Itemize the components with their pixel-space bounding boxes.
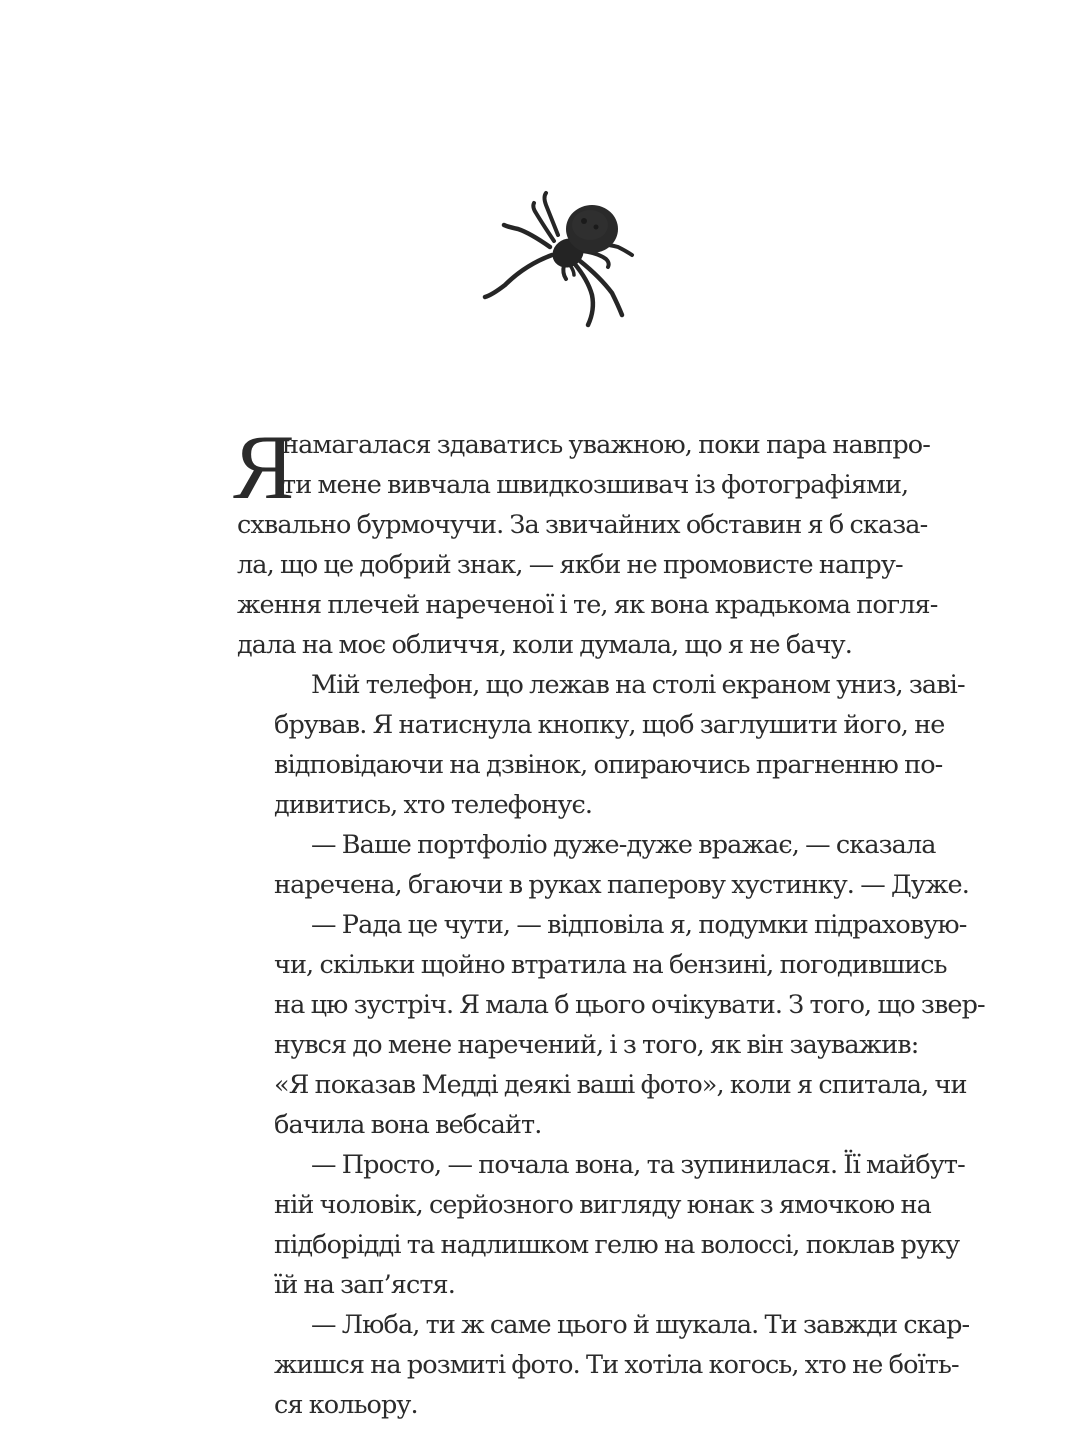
- text-line: ження плечей нареченої і те, як вона крадькома погля-: [237, 590, 938, 620]
- text-line: схвально бурмочучи. За звичайних обставин я б сказа-: [237, 510, 928, 540]
- text-line: ній чоловік, серйозного вигляду юнак з ямочкою на: [274, 1190, 931, 1220]
- paragraph-2: [237, 665, 965, 825]
- paragraph-3: [237, 825, 969, 905]
- text-line: ла, що це добрий знак, — якби не промовисте напру-: [237, 550, 903, 580]
- text-line: — Просто, — почала вона, та зупинилася. Її майбут-: [311, 1150, 965, 1180]
- text-line: відповідаючи на дзвінок, опираючись прагненню по-: [274, 750, 943, 780]
- text-line: їй на зап’ястя.: [274, 1270, 455, 1300]
- chapter-text: [233, 416, 985, 1425]
- paragraph-5: [237, 1145, 965, 1305]
- text-line: на цю зустріч. Я мала б цього очікувати. З того, що звер-: [274, 990, 985, 1020]
- text-line: жишся на розмиті фото. Ти хотіла когось, хто не боїть-: [274, 1350, 959, 1380]
- spider-icon: [470, 185, 640, 335]
- text-line: — Ваше портфоліо дуже-дуже вражає, — сказала: [311, 830, 936, 860]
- text-line: Мій телефон, що лежав на столі екраном униз, заві-: [311, 670, 965, 700]
- text-line: бачила вона вебсайт.: [274, 1110, 542, 1140]
- text-line: намагалася здаватись уважною, поки пара навпро-: [282, 430, 930, 460]
- text-line: «Я показав Медді деякі ваші фото», коли я спитала, чи: [274, 1070, 967, 1100]
- paragraph-6: [237, 1305, 970, 1425]
- text-line: дала на моє обличчя, коли думала, що я не бачу.: [237, 630, 852, 660]
- text-line: — Рада це чути, — відповіла я, подумки підраховую-: [311, 910, 967, 940]
- text-line: наречена, бгаючи в руках паперову хустинку. — Дуже.: [274, 870, 969, 900]
- text-line: чи, скільки щойно втратила на бензині, погодившись: [274, 950, 947, 980]
- text-line: — Люба, ти ж саме цього й шукала. Ти завжди скар-: [311, 1310, 970, 1340]
- text-line: брував. Я натиснула кнопку, щоб заглушити його, не: [274, 710, 945, 740]
- text-line: дивитись, хто телефонує.: [274, 790, 593, 820]
- text-line: ти мене вивчала швидкозшивач із фотографіями,: [282, 470, 909, 500]
- text-line: нувся до мене наречений, і з того, як він зауважив:: [274, 1030, 919, 1060]
- paragraph-4: [237, 905, 985, 1145]
- text-line: ся кольору.: [274, 1390, 418, 1420]
- paragraph-1: [237, 425, 938, 665]
- text-line: підборідді та надлишком гелю на волоссі, поклав руку: [274, 1230, 960, 1260]
- drop-cap: Я: [233, 416, 295, 518]
